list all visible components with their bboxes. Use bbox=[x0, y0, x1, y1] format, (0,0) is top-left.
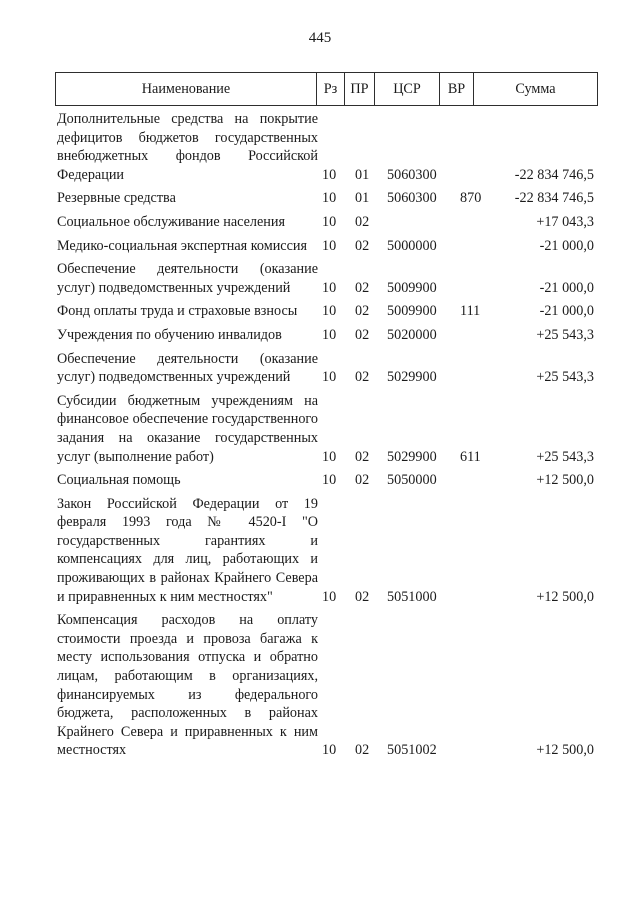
row-tsr: 5009900 bbox=[387, 303, 437, 320]
row-name: Резервные средства bbox=[57, 190, 176, 207]
row-tsr: 5050000 bbox=[387, 472, 437, 489]
column-header-name: Наименование bbox=[141, 80, 231, 97]
row-name: Учреждения по обучению инвалидов bbox=[57, 326, 282, 343]
table-row bbox=[55, 326, 598, 345]
row-tsr: 5000000 bbox=[387, 237, 437, 254]
row-pr: 02 bbox=[355, 742, 370, 759]
row-tsr: 5051000 bbox=[387, 588, 437, 605]
column-header-pr: ПР bbox=[344, 73, 374, 105]
row-tsr: 5009900 bbox=[387, 279, 437, 296]
row-rz: 10 bbox=[322, 326, 337, 343]
row-pr: 02 bbox=[355, 237, 370, 254]
column-header-vr: ВР bbox=[439, 73, 473, 105]
table-row bbox=[55, 611, 598, 760]
table-row bbox=[55, 495, 598, 607]
row-rz: 10 bbox=[322, 448, 337, 465]
row-summa: +12 500,0 bbox=[536, 472, 594, 489]
row-rz: 10 bbox=[322, 279, 337, 296]
row-vr: 870 bbox=[460, 190, 482, 207]
row-pr: 01 bbox=[355, 190, 370, 207]
row-rz: 10 bbox=[322, 303, 337, 320]
row-tsr: 5029900 bbox=[387, 448, 437, 465]
row-summa: +12 500,0 bbox=[536, 742, 594, 759]
row-pr: 02 bbox=[355, 326, 370, 343]
table-row bbox=[55, 110, 598, 184]
row-rz: 10 bbox=[322, 166, 337, 183]
row-pr: 02 bbox=[355, 369, 370, 386]
row-summa: +25 543,3 bbox=[536, 448, 594, 465]
row-rz: 10 bbox=[322, 369, 337, 386]
row-summa: -21 000,0 bbox=[539, 303, 594, 320]
row-summa: +25 543,3 bbox=[536, 326, 594, 343]
column-header-tsr: ЦСР bbox=[374, 73, 439, 105]
budget-table bbox=[55, 72, 598, 765]
row-tsr: 5051002 bbox=[387, 742, 437, 759]
row-tsr: 5029900 bbox=[387, 369, 437, 386]
row-name: Дополнительные средства на покрытие дефицитов бюджетов государственных внебюджетных фондов Российской Федерации bbox=[57, 111, 318, 183]
row-summa: -22 834 746,5 bbox=[514, 190, 594, 207]
row-summa: -21 000,0 bbox=[539, 237, 594, 254]
row-rz: 10 bbox=[322, 472, 337, 489]
row-pr: 02 bbox=[355, 448, 370, 465]
row-tsr: 5060300 bbox=[387, 166, 437, 183]
row-summa: +12 500,0 bbox=[536, 588, 594, 605]
table-row bbox=[55, 213, 598, 232]
row-pr: 02 bbox=[355, 213, 370, 230]
row-pr: 02 bbox=[355, 303, 370, 320]
row-name: Медико-социальная экспертная комиссия bbox=[57, 237, 308, 254]
page-number: 445 bbox=[308, 30, 332, 46]
row-pr: 02 bbox=[355, 279, 370, 296]
table-row bbox=[55, 350, 598, 387]
row-name: Фонд оплаты труда и страховые взносы bbox=[57, 303, 298, 320]
row-vr: 611 bbox=[460, 448, 481, 465]
row-name: Обеспечение деятельности (оказание услуг) подведомственных учреждений bbox=[57, 261, 318, 296]
row-name: Обеспечение деятельности (оказание услуг) подведомственных учреждений bbox=[57, 350, 318, 386]
row-summa: +25 543,3 bbox=[536, 369, 594, 386]
row-rz: 10 bbox=[322, 237, 337, 254]
row-rz: 10 bbox=[322, 190, 337, 207]
row-name: Закон Российской Федерации от 19 февраля 1993 года № 4520-I "О государственных гарантиях и компенсациях для лиц, работающих и проживающих в районах Крайнего Севера и приравненных к ним местностях" bbox=[57, 495, 318, 605]
row-tsr: 5020000 bbox=[387, 326, 437, 343]
table-row bbox=[55, 302, 598, 321]
table-body bbox=[55, 110, 598, 760]
row-pr: 01 bbox=[355, 166, 370, 183]
column-header-rz: Рз bbox=[316, 73, 344, 105]
row-summa: -21 000,0 bbox=[539, 279, 594, 296]
row-summa: +17 043,3 bbox=[536, 213, 594, 230]
row-tsr: 5060300 bbox=[387, 190, 437, 207]
row-pr: 02 bbox=[355, 472, 370, 489]
table-header-row bbox=[55, 72, 598, 106]
row-rz: 10 bbox=[322, 742, 337, 759]
table-row bbox=[55, 237, 598, 256]
row-rz: 10 bbox=[322, 213, 337, 230]
table-row bbox=[55, 260, 598, 297]
row-name: Субсидии бюджетным учреждениям на финансовое обеспечение государственного задания на оказание государственных услуг (выполнение работ) bbox=[57, 392, 318, 465]
row-name: Социальное обслуживание населения bbox=[57, 213, 285, 230]
row-rz: 10 bbox=[322, 588, 337, 605]
column-header-summa: Сумма bbox=[473, 73, 597, 105]
table-row bbox=[55, 471, 598, 490]
row-pr: 02 bbox=[355, 588, 370, 605]
row-name: Компенсация расходов на оплату стоимости проезда и провоза багажа к месту использования отпуска и обратно лицам, работающим в организациях, финансируемых из федерального бюджета, расположенных в районах Крайнего Севера и приравненных к ним местностях bbox=[57, 612, 318, 759]
row-name: Социальная помощь bbox=[57, 472, 181, 489]
table-row bbox=[55, 189, 598, 208]
row-vr: 111 bbox=[460, 303, 481, 320]
table-row bbox=[55, 392, 598, 466]
row-summa: -22 834 746,5 bbox=[514, 166, 594, 183]
